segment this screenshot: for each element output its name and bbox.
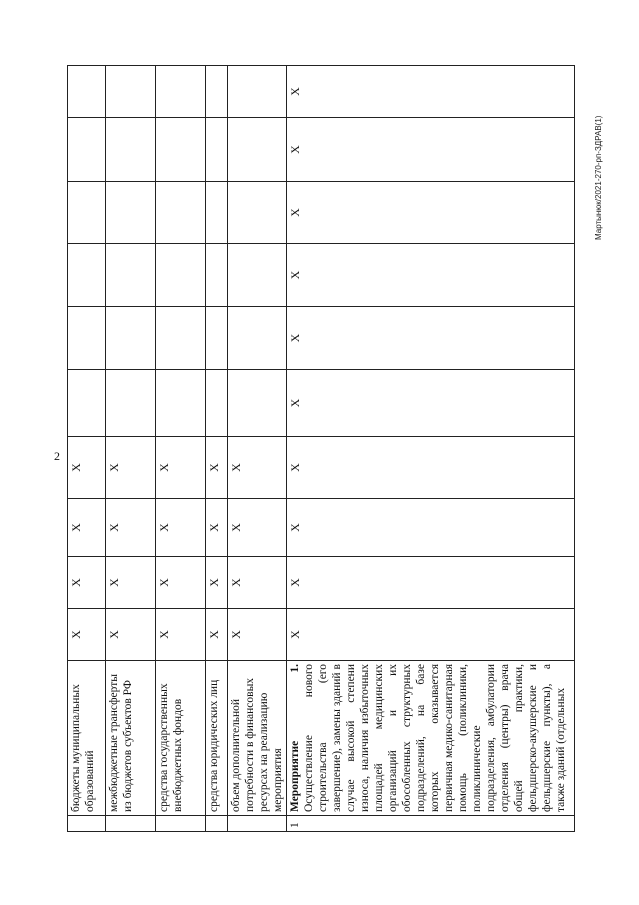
mark-cell: X	[106, 557, 156, 609]
mark-cell: X	[287, 499, 575, 557]
mark-cell	[106, 118, 156, 182]
document-reference-note	[588, 80, 608, 240]
mark-cell	[206, 118, 228, 182]
mark-cell	[228, 370, 287, 437]
mark-cell: X	[287, 609, 575, 661]
mark-cell: X	[68, 609, 106, 661]
mark-cell	[68, 118, 106, 182]
mark-cell: X	[228, 437, 287, 499]
row-label-cell: средства государственных внебюджетных фондов	[156, 661, 206, 816]
mark-cell	[68, 307, 106, 370]
mark-cell	[106, 307, 156, 370]
mark-cell: X	[106, 609, 156, 661]
mark-cell	[206, 307, 228, 370]
rotated-table-wrapper	[67, 66, 575, 832]
mark-cell: X	[156, 609, 206, 661]
mark-cell	[228, 66, 287, 118]
mark-cell	[68, 370, 106, 437]
mark-cell: X	[228, 609, 287, 661]
mark-cell: X	[68, 437, 106, 499]
table-body	[68, 66, 575, 832]
table-row-measure	[287, 66, 575, 832]
mark-cell	[156, 370, 206, 437]
row-number-cell	[156, 816, 206, 832]
mark-cell: X	[287, 370, 575, 437]
mark-cell	[156, 244, 206, 307]
measure-text: Осуществление нового строительства (его завершение), замены зданий в случае высокой степени износа, наличия избыточных площадей медицинских организаций и их обособленных структурных подразделений, на базе которых оказывается первичная медико-санитарная помощь (поликлиники, поликлинические подразделения, амбулатории отделения (центры) врача общей практики, фельдшерско-акушерские и фельдшерские пункты), а также зданий (отдельных	[303, 664, 567, 812]
table-row	[68, 66, 106, 832]
mark-cell	[106, 182, 156, 244]
row-label-cell: объем дополнительной потребности в финансовых ресурсах на реализацию мероприятия	[228, 661, 287, 816]
row-number-cell	[106, 816, 156, 832]
mark-cell	[228, 307, 287, 370]
table-row	[106, 66, 156, 832]
mark-cell: X	[228, 499, 287, 557]
financing-table	[67, 65, 575, 832]
mark-cell: X	[287, 557, 575, 609]
mark-cell: X	[228, 557, 287, 609]
measure-description-cell	[287, 661, 575, 816]
mark-cell: X	[156, 499, 206, 557]
row-number-cell	[228, 816, 287, 832]
mark-cell	[68, 182, 106, 244]
table-row	[206, 66, 228, 832]
mark-cell	[228, 182, 287, 244]
page-number: 2	[54, 449, 60, 463]
mark-cell	[156, 307, 206, 370]
mark-cell: X	[206, 557, 228, 609]
row-number-cell: 1	[287, 816, 575, 832]
mark-cell: X	[106, 437, 156, 499]
mark-cell	[68, 66, 106, 118]
mark-cell: X	[68, 557, 106, 609]
mark-cell	[228, 244, 287, 307]
mark-cell: X	[206, 609, 228, 661]
mark-cell	[228, 118, 287, 182]
mark-cell: X	[287, 182, 575, 244]
mark-cell: X	[156, 437, 206, 499]
mark-cell: X	[287, 307, 575, 370]
mark-cell	[206, 244, 228, 307]
mark-cell: X	[287, 437, 575, 499]
mark-cell	[106, 66, 156, 118]
measure-title: Мероприятие 1.	[289, 664, 301, 812]
mark-cell	[106, 370, 156, 437]
mark-cell	[156, 182, 206, 244]
mark-cell	[206, 182, 228, 244]
table-row	[228, 66, 287, 832]
table-row	[156, 66, 206, 832]
row-number-cell	[206, 816, 228, 832]
mark-cell: X	[287, 244, 575, 307]
mark-cell: X	[156, 557, 206, 609]
mark-cell: X	[68, 499, 106, 557]
mark-cell	[68, 244, 106, 307]
mark-cell: X	[106, 499, 156, 557]
mark-cell: X	[287, 66, 575, 118]
mark-cell: X	[287, 118, 575, 182]
mark-cell	[156, 66, 206, 118]
row-label-cell: средства юридических лиц	[206, 661, 228, 816]
mark-cell	[106, 244, 156, 307]
mark-cell	[206, 370, 228, 437]
row-number-cell	[68, 816, 106, 832]
mark-cell: X	[206, 499, 228, 557]
document-reference-text: Мартынюк/2021-270-рп-ЗДРАВ(1)	[594, 115, 603, 240]
mark-cell	[156, 118, 206, 182]
row-label-cell: бюджеты муниципальных образований	[68, 661, 106, 816]
mark-cell	[206, 66, 228, 118]
mark-cell: X	[206, 437, 228, 499]
row-label-cell: межбюджетные трансферты из бюджетов субъектов РФ	[106, 661, 156, 816]
